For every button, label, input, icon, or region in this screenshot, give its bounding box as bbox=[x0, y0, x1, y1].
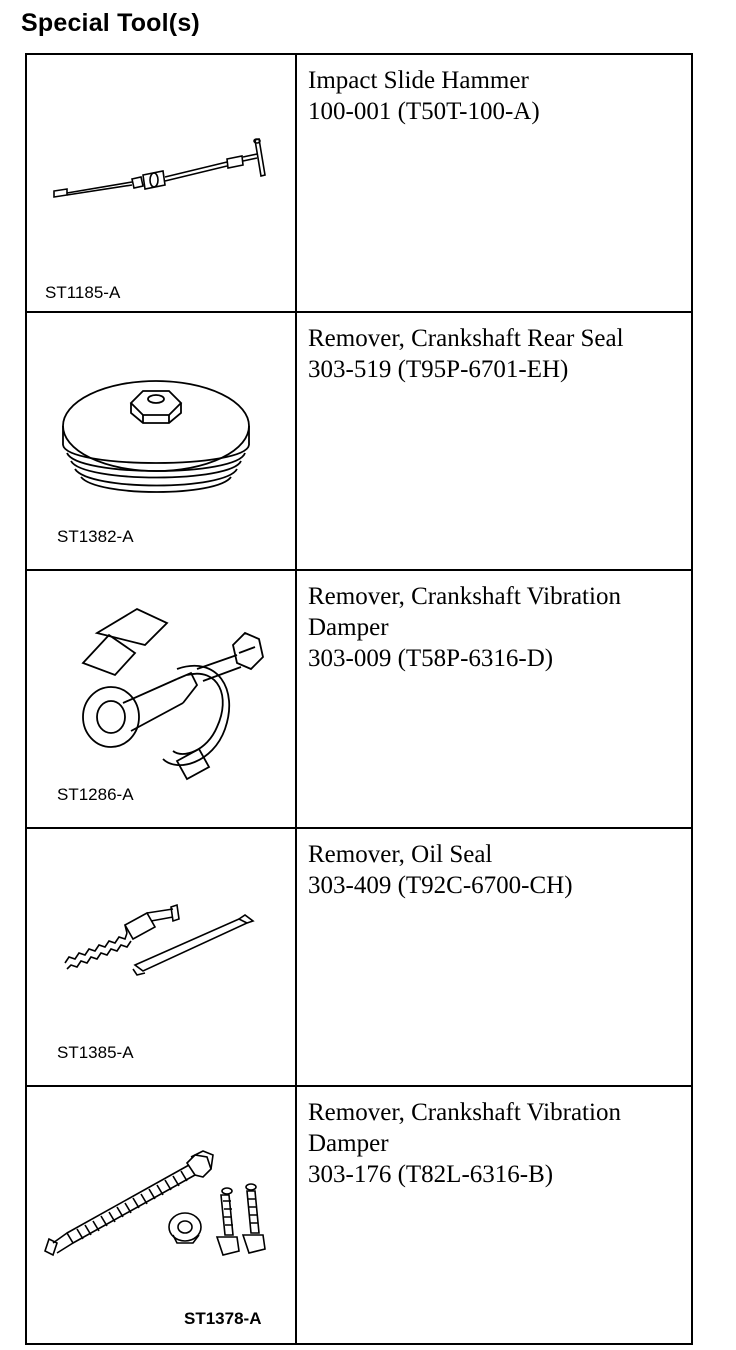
tool-name: Remover, Oil Seal bbox=[308, 841, 493, 868]
damper-remover-kit-icon bbox=[27, 1087, 295, 1343]
tool-name: Impact Slide Hammer bbox=[308, 67, 529, 94]
tool-description-cell bbox=[296, 828, 692, 1086]
tool-name: Remover, Crankshaft Rear Seal bbox=[308, 325, 624, 352]
tool-illustration-cell bbox=[26, 54, 296, 312]
figure-id: ST1286-A bbox=[57, 785, 134, 804]
tool-description-cell bbox=[296, 54, 692, 312]
table-row bbox=[26, 54, 692, 312]
tool-illustration-cell bbox=[26, 828, 296, 1086]
tool-number: 100-001 (T50T-100-A) bbox=[308, 98, 540, 125]
section-heading: Special Tool(s) bbox=[21, 9, 200, 37]
tool-illustration-cell bbox=[26, 1086, 296, 1344]
tool-name-continued: Damper bbox=[308, 614, 389, 641]
tool-number: 303-519 (T95P-6701-EH) bbox=[308, 356, 569, 383]
tool-illustration-cell bbox=[26, 570, 296, 828]
slide-hammer-icon bbox=[27, 55, 295, 311]
table-row bbox=[26, 312, 692, 570]
tool-name-continued: Damper bbox=[308, 1130, 389, 1157]
tool-description-cell bbox=[296, 312, 692, 570]
figure-id: ST1382-A bbox=[57, 527, 134, 546]
special-tools-table bbox=[25, 53, 693, 1345]
table-row bbox=[26, 570, 692, 828]
figure-id: ST1385-A bbox=[57, 1043, 134, 1062]
figure-id: ST1185-A bbox=[45, 283, 121, 302]
table-row bbox=[26, 1086, 692, 1344]
tool-name: Remover, Crankshaft Vibration bbox=[308, 583, 621, 610]
tool-number: 303-409 (T92C-6700-CH) bbox=[308, 872, 573, 899]
figure-id: ST1378-A bbox=[184, 1309, 262, 1328]
table-row bbox=[26, 828, 692, 1086]
tool-description-cell bbox=[296, 1086, 692, 1344]
tool-description-cell bbox=[296, 570, 692, 828]
tool-illustration-cell bbox=[26, 312, 296, 570]
tool-number: 303-009 (T58P-6316-D) bbox=[308, 645, 554, 672]
tool-name: Remover, Crankshaft Vibration bbox=[308, 1099, 621, 1126]
tool-number: 303-176 (T82L-6316-B) bbox=[308, 1161, 554, 1188]
